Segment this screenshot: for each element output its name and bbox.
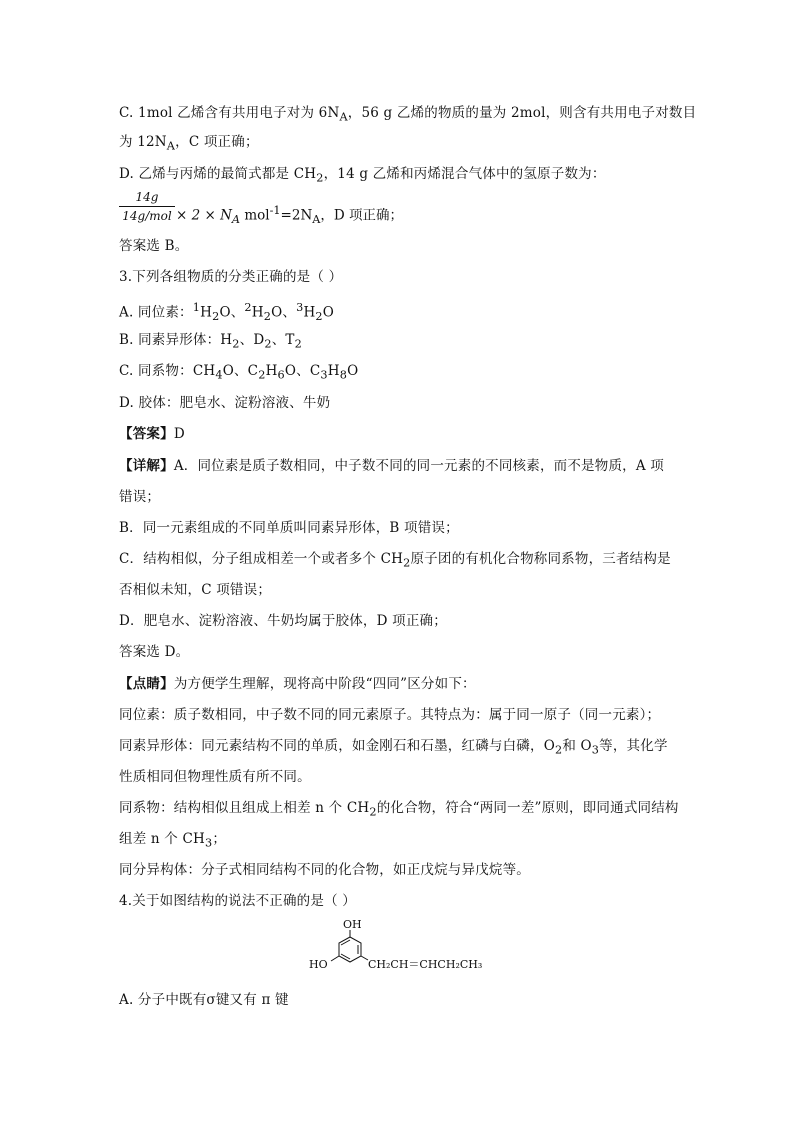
explanation-line-1: 【详解】A．同位素是质子数相同，中子数不同的同一元素的不同核素，而不是物质，A 项 (119, 458, 665, 474)
tip-line-3: 同素异形体：同元素结构不同的单质，如金刚石和石墨，红磷与白磷，$O_2$和 $O_3$等，其化学 (119, 738, 668, 757)
tip-line-1: 【点睛】为方便学生理解，现将高中阶段“四同”区分如下： (119, 676, 476, 692)
explanation-line-5: 否相似未知，C 项错误； (119, 582, 272, 598)
tip-line-2: 同位素：质子数相同，中子数不同的同元素原子。其特点为：属于同一原子（同一元素）； (119, 707, 661, 723)
tip-line-6: 组差 n 个 $CH_3$； (119, 831, 227, 850)
q3-option-c: C. 同系物：$CH_4O$、$C_2H_6O$、$C_3H_8O$ (119, 363, 359, 382)
explanation-line-2: 错误； (119, 489, 161, 505)
option-c-line-2: 为 $12N_A$，C 项正确； (119, 134, 259, 153)
answer-d: 答案选 D。 (119, 644, 190, 660)
q3-option-b: B. 同素异形体：$H_2$、$D_2$、$T_2$ (119, 332, 302, 351)
explanation-line-4: C．结构相似，分子组成相差一个或者多个 $CH_2$原子团的有机化合物称同系物，三者结构是 (119, 551, 671, 570)
oh-top-label: OH (343, 920, 362, 931)
option-d-line-1: D. 乙烯与丙烯的最简式都是 $CH_2$，14 g 乙烯和丙烯混合气体中的氢原子数为： (119, 166, 606, 185)
side-chain-label: CH₂CH＝CHCH₂CH₃ (368, 958, 483, 971)
fraction (119, 190, 175, 223)
q3-option-d: D. 胶体：肥皂水、淀粉溶液、牛奶 (119, 395, 331, 411)
q3-option-a: A. 同位素：$^1H_2O$、$^2H_2O$、$^3H_2O$ (119, 301, 335, 324)
question-3: 3.下列各组物质的分类正确的是（ ） (119, 269, 343, 285)
explanation-line-6: D．肥皂水、淀粉溶液、牛奶均属于胶体，D 项正确； (119, 613, 447, 629)
oh-left-label: HO (309, 958, 328, 971)
answer-line: 【答案】D (119, 426, 185, 442)
question-4: 4.关于如图结构的说法不正确的是（ ） (119, 893, 356, 909)
tip-line-4: 性质相同但物理性质有所不同。 (119, 769, 311, 785)
fraction-bar (119, 206, 175, 207)
option-c-line-1: C. 1mol 乙烯含有共用电子对为 $6N_A$，56 g 乙烯的物质的量为 2mol，则含有共用电子对数目 (119, 105, 697, 124)
molecule-structure (305, 920, 495, 980)
answer-b: 答案选 B。 (119, 238, 189, 254)
benzene-ring (331, 930, 368, 962)
option-d-line-2: × $2 \times N_A$ $mol^{-1}=2N_A$，D 项正确； (176, 204, 404, 227)
tip-line-7: 同分异构体：分子式相同结构不同的化合物，如正戊烷与异戊烷等。 (119, 862, 530, 878)
tip-line-5: 同系物：结构相似且组成上相差 n 个 $CH_2$的化合物，符合“两同一差”原则，即同通式同结构 (119, 800, 679, 819)
q4-option-a: A. 分子中既有σ键又有 π 键 (119, 992, 289, 1008)
fraction-denominator: 14g/mol (122, 209, 172, 223)
fraction-numerator: 14g (135, 190, 159, 204)
explanation-line-3: B．同一元素组成的不同单质叫同素异形体，B 项错误； (119, 520, 459, 536)
